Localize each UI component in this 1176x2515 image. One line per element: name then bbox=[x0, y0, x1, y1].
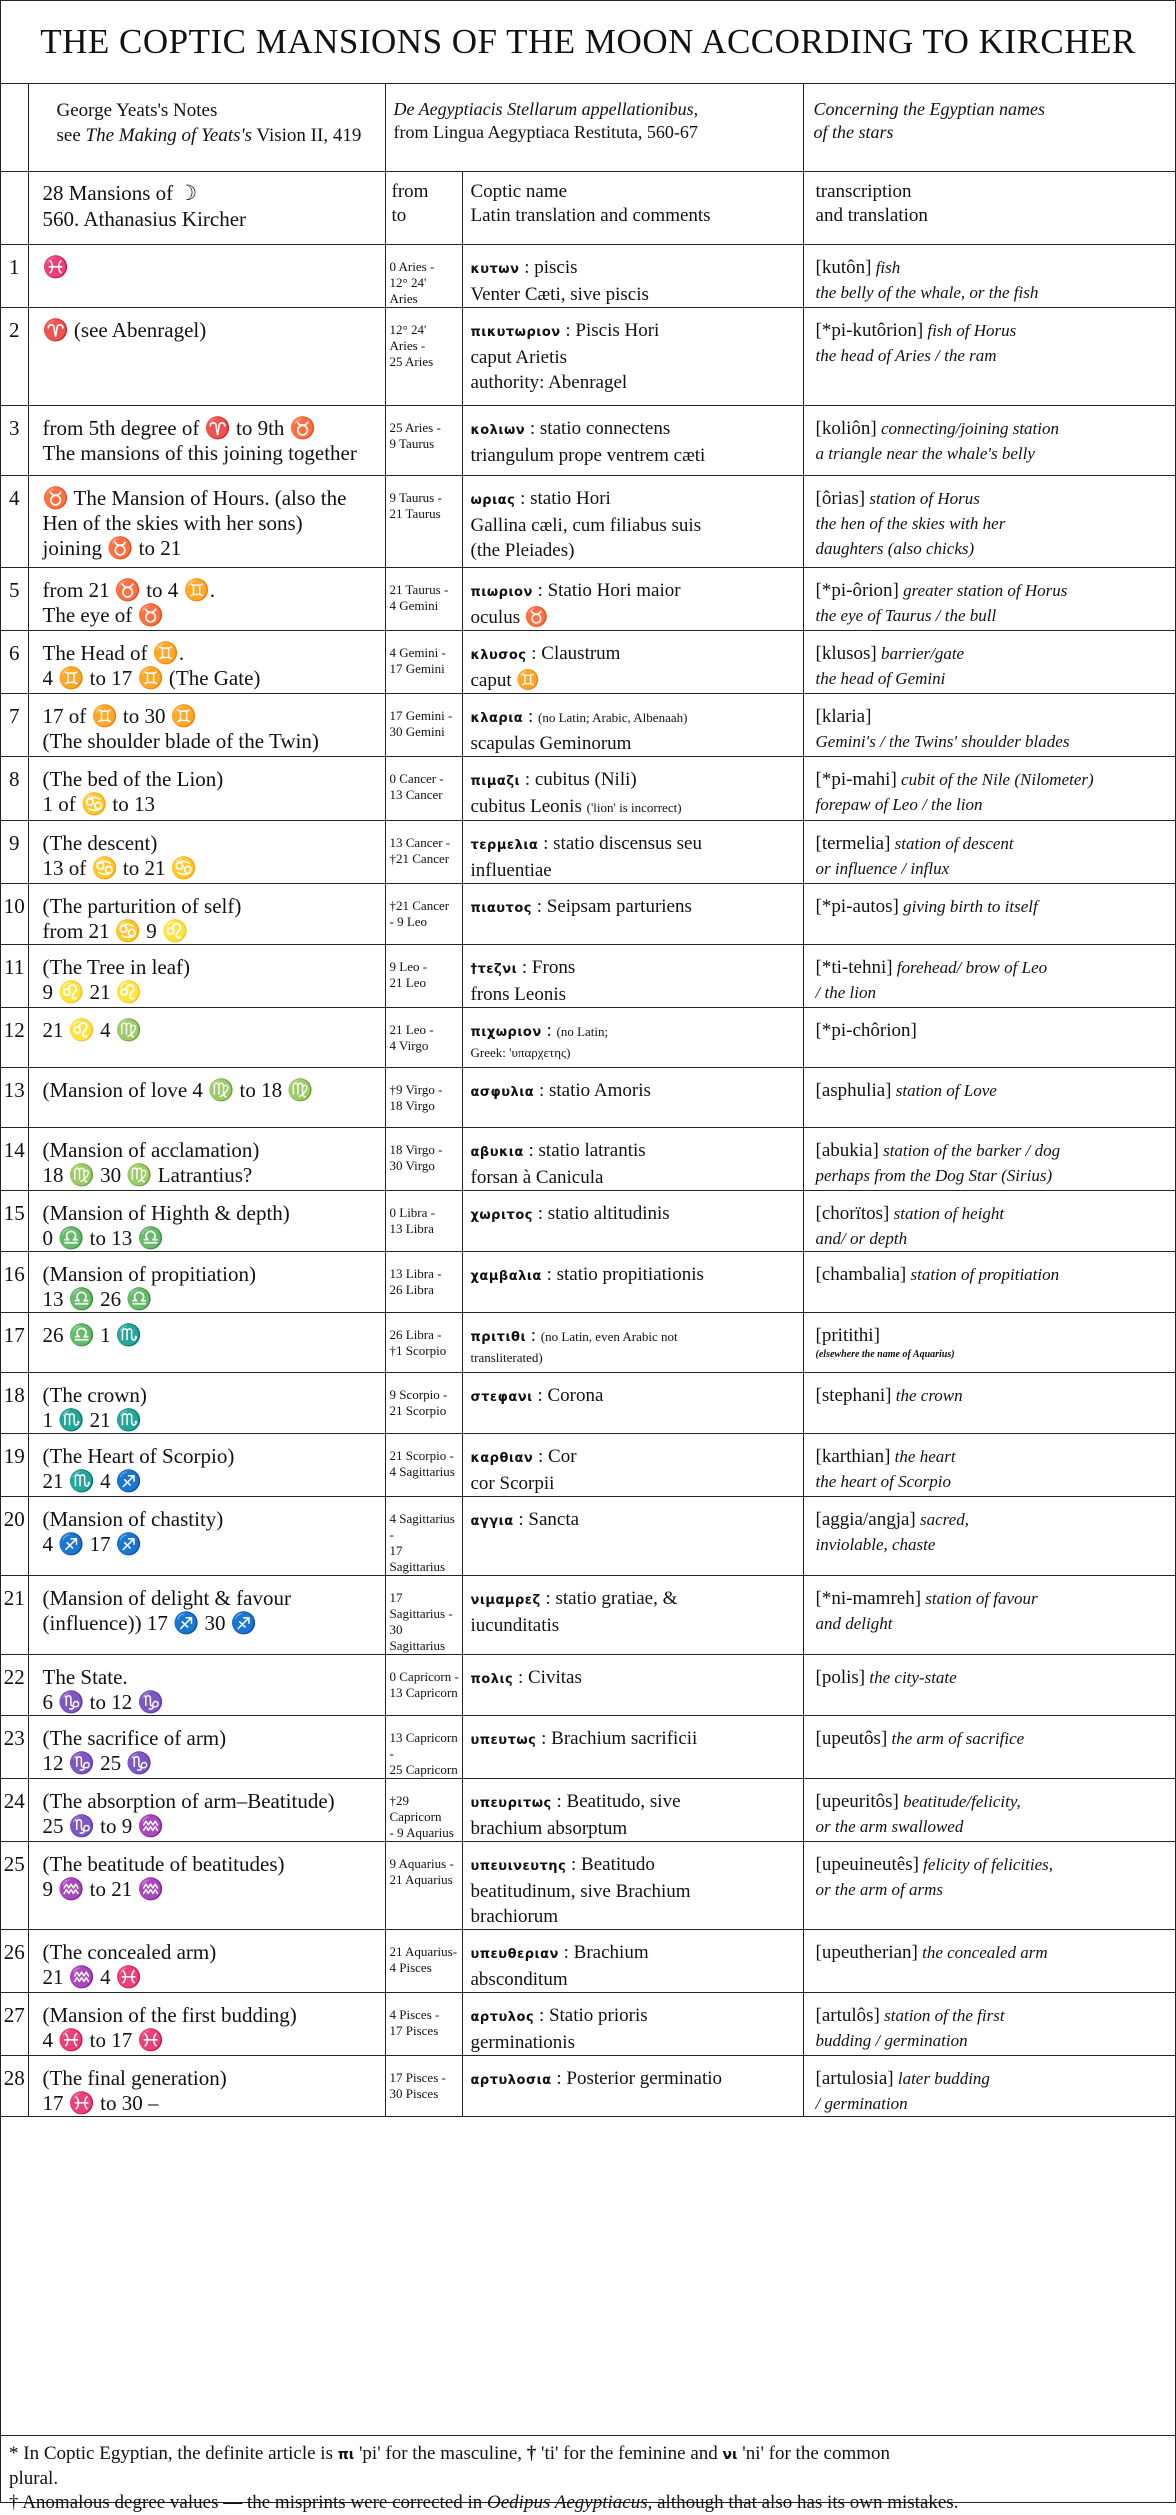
page-title: THE COPTIC MANSIONS OF THE MOON ACCORDING TO KIRCHER bbox=[1, 1, 1175, 84]
degree-range: 18 Virgo - 30 Virgo bbox=[385, 1127, 462, 1190]
mansion-row bbox=[1, 1841, 1175, 1929]
degree-range: 0 Aries - 12° 24' Aries bbox=[385, 244, 462, 307]
degree-range: 9 Aquarius - 21 Aquarius bbox=[385, 1841, 462, 1929]
header-yeats-notes: George Yeats's Notes see The Making of Yeats's Vision II, 419 bbox=[28, 84, 385, 171]
footnote-definite-article: * In Coptic Egyptian, the definite article is πι 'pi' for the masculine, † 'ti' for the feminine and νι 'ni' for the common bbox=[9, 2443, 890, 2464]
transcription-translation: [upeuritôs] beatitude/felicity, or the arm swallowed bbox=[803, 1778, 1175, 1841]
transcription-translation: [upeutôs] the arm of sacrifice bbox=[803, 1715, 1175, 1778]
mansion-number: 23 bbox=[1, 1715, 28, 1778]
coptic-latin: κλυσος : Claustrum caput ♊ bbox=[462, 630, 803, 693]
coptic-latin: χαμβαλια : statio propitiationis bbox=[462, 1251, 803, 1312]
yeats-note: 17 of ♊ to 30 ♊ (The shoulder blade of the Twin) bbox=[28, 693, 385, 756]
yeats-note: (The sacrifice of arm) 12 ♑ 25 ♑ bbox=[28, 1715, 385, 1778]
mansion-number: 20 bbox=[1, 1496, 28, 1575]
yeats-note: (The Tree in leaf) 9 ♌ 21 ♌ bbox=[28, 944, 385, 1007]
mansion-row bbox=[1, 1190, 1175, 1251]
mansion-number: 1 bbox=[1, 244, 28, 307]
mansion-row bbox=[1, 1575, 1175, 1654]
mansion-number: 3 bbox=[1, 405, 28, 475]
transcription-translation: [ôrias] station of Horus the hen of the skies with her daughters (also chicks) bbox=[803, 475, 1175, 567]
degree-range: 4 Pisces - 17 Pisces bbox=[385, 1992, 462, 2055]
coptic-latin: πολις : Civitas bbox=[462, 1654, 803, 1715]
yeats-note: (The final generation) 17 ♓ to 30 – bbox=[28, 2055, 385, 2116]
degree-range: 21 Taurus - 4 Gemini bbox=[385, 567, 462, 630]
coptic-latin: ωριας : statio Hori Gallina cæli, cum filiabus suis (the Pleiades) bbox=[462, 475, 803, 567]
transcription-translation: [chambalia] station of propitiation bbox=[803, 1251, 1175, 1312]
coptic-latin: ασφυλια : statio Amoris bbox=[462, 1067, 803, 1127]
coptic-latin: πιωριον : Statio Hori maior oculus ♉ bbox=[462, 567, 803, 630]
mansion-row bbox=[1, 630, 1175, 693]
yeats-note: (Mansion of Highth & depth) 0 ♎ to 13 ♎ bbox=[28, 1190, 385, 1251]
mansion-number: 7 bbox=[1, 693, 28, 756]
mansion-number: 25 bbox=[1, 1841, 28, 1929]
coptic-latin: στεφανι : Corona bbox=[462, 1372, 803, 1433]
subheader-from-to: from to bbox=[385, 171, 462, 244]
yeats-note: (Mansion of propitiation) 13 ♎ 26 ♎ bbox=[28, 1251, 385, 1312]
mansion-number: 17 bbox=[1, 1312, 28, 1372]
transcription-translation: [kutôn] fish the belly of the whale, or the fish bbox=[803, 244, 1175, 307]
yeats-note: (The descent) 13 of ♋ to 21 ♋ bbox=[28, 820, 385, 883]
subheader-mansions: 28 Mansions of ☽ 560. Athanasius Kircher bbox=[28, 171, 385, 244]
mansion-row bbox=[1, 1496, 1175, 1575]
mansion-row bbox=[1, 1372, 1175, 1433]
footnote-anomalous-degrees: † Anomalous degree values — the misprints were corrected in Oedipus Aegyptiacus, although that also has its own mistakes. bbox=[9, 2492, 959, 2513]
transcription-translation: [klusos] barrier/gate the head of Gemini bbox=[803, 630, 1175, 693]
mansion-number: 24 bbox=[1, 1778, 28, 1841]
yeats-note: (Mansion of acclamation) 18 ♍ 30 ♍ Latrantius? bbox=[28, 1127, 385, 1190]
mansion-number: 19 bbox=[1, 1433, 28, 1496]
mansion-row bbox=[1, 2055, 1175, 2116]
mansion-row bbox=[1, 1715, 1175, 1778]
degree-range: 21 Aquarius- 4 Pisces bbox=[385, 1929, 462, 1992]
header-kircher-source: De Aegyptiacis Stellarum appellationibus, from Lingua Aegyptiaca Restituta, 560-67 bbox=[385, 84, 803, 171]
coptic-latin: καρθιαν : Cor cor Scorpii bbox=[462, 1433, 803, 1496]
transcription-translation: [*ni-mamreh] station of favour and delight bbox=[803, 1575, 1175, 1654]
degree-range: 4 Gemini - 17 Gemini bbox=[385, 630, 462, 693]
transcription-translation: [abukia] station of the barker / dog perhaps from the Dog Star (Sirius) bbox=[803, 1127, 1175, 1190]
coptic-latin: τερμελια : statio discensus seu influentiae bbox=[462, 820, 803, 883]
mansion-row bbox=[1, 944, 1175, 1007]
degree-range: 13 Capricorn - 25 Capricorn bbox=[385, 1715, 462, 1778]
mansion-number: 5 bbox=[1, 567, 28, 630]
mansion-row bbox=[1, 567, 1175, 630]
yeats-note: (The bed of the Lion) 1 of ♋ to 13 bbox=[28, 756, 385, 820]
degree-range: 17 Pisces - 30 Pisces bbox=[385, 2055, 462, 2116]
mansion-number: 16 bbox=[1, 1251, 28, 1312]
mansion-row bbox=[1, 756, 1175, 820]
yeats-note: (The absorption of arm–Beatitude) 25 ♑ to 9 ♒ bbox=[28, 1778, 385, 1841]
coptic-latin: υπευινευτης : Beatitudo beatitudinum, sive Brachium brachiorum bbox=[462, 1841, 803, 1929]
transcription-translation: [karthian] the heart the heart of Scorpio bbox=[803, 1433, 1175, 1496]
degree-range: 13 Cancer - †21 Cancer bbox=[385, 820, 462, 883]
degree-range: 4 Sagittarius - 17 Sagittarius bbox=[385, 1496, 462, 1575]
transcription-translation: [polis] the city-state bbox=[803, 1654, 1175, 1715]
yeats-note: (The beatitude of beatitudes) 9 ♒ to 21 ♒ bbox=[28, 1841, 385, 1929]
mansion-row bbox=[1, 475, 1175, 567]
coptic-latin: υπευθεριαν : Brachium absconditum bbox=[462, 1929, 803, 1992]
mansion-row bbox=[1, 1007, 1175, 1067]
mansion-number: 13 bbox=[1, 1067, 28, 1127]
yeats-note: (Mansion of chastity) 4 ♐ 17 ♐ bbox=[28, 1496, 385, 1575]
transcription-translation: [*pi-mahi] cubit of the Nile (Nilometer) forepaw of Leo / the lion bbox=[803, 756, 1175, 820]
yeats-note: (Mansion of the first budding) 4 ♓ to 17 ♓ bbox=[28, 1992, 385, 2055]
degree-range: 9 Leo - 21 Leo bbox=[385, 944, 462, 1007]
mansion-number: 22 bbox=[1, 1654, 28, 1715]
coptic-latin: υπευριτως : Beatitudo, sive brachium absorptum bbox=[462, 1778, 803, 1841]
degree-range: 25 Aries - 9 Taurus bbox=[385, 405, 462, 475]
footnotes: * In Coptic Egyptian, the definite article is πι 'pi' for the masculine, † 'ti' for the feminine and νι 'ni' for the common plural. † Anomalous degree values — the misprints were corrected in Oedipus Aegyptiacus, although that also has its own mistakes. bbox=[1, 2435, 1175, 2504]
subheader-coptic-name: Coptic name Latin translation and comments bbox=[462, 171, 803, 244]
mansion-number: 28 bbox=[1, 2055, 28, 2116]
mansion-row bbox=[1, 883, 1175, 944]
mansion-row bbox=[1, 244, 1175, 307]
coptic-latin: †τεζνι : Frons frons Leonis bbox=[462, 944, 803, 1007]
transcription-translation: [aggia/angja] sacred, inviolable, chaste bbox=[803, 1496, 1175, 1575]
mansion-row bbox=[1, 693, 1175, 756]
mansion-number: 10 bbox=[1, 883, 28, 944]
degree-range: 0 Cancer - 13 Cancer bbox=[385, 756, 462, 820]
yeats-note: (The concealed arm) 21 ♒ 4 ♓ bbox=[28, 1929, 385, 1992]
mansion-number: 8 bbox=[1, 756, 28, 820]
yeats-note: (The parturition of self) from 21 ♋ 9 ♌ bbox=[28, 883, 385, 944]
yeats-note: The Head of ♊. 4 ♊ to 17 ♊ (The Gate) bbox=[28, 630, 385, 693]
mansion-row bbox=[1, 1251, 1175, 1312]
header-row bbox=[1, 84, 1175, 171]
degree-range: 0 Libra - 13 Libra bbox=[385, 1190, 462, 1251]
mansion-row bbox=[1, 820, 1175, 883]
degree-range: 17 Sagittarius - 30 Sagittarius bbox=[385, 1575, 462, 1654]
transcription-translation: [artulosia] later budding / germination bbox=[803, 2055, 1175, 2116]
subheader-transcription: transcription and translation bbox=[803, 171, 1175, 244]
yeats-note: (The crown) 1 ♏ 21 ♏ bbox=[28, 1372, 385, 1433]
transcription-translation: [*ti-tehni] forehead/ brow of Leo / the lion bbox=[803, 944, 1175, 1007]
coptic-latin: αρτυλος : Statio prioris germinationis bbox=[462, 1992, 803, 2055]
mansion-row bbox=[1, 1929, 1175, 1992]
degree-range: †21 Cancer - 9 Leo bbox=[385, 883, 462, 944]
mansion-number: 2 bbox=[1, 307, 28, 405]
transcription-translation: [pritithi] (elsewhere the name of Aquarius) bbox=[803, 1312, 1175, 1372]
degree-range: 9 Scorpio - 21 Scorpio bbox=[385, 1372, 462, 1433]
transcription-translation: [upeutherian] the concealed arm bbox=[803, 1929, 1175, 1992]
mansion-number: 12 bbox=[1, 1007, 28, 1067]
transcription-translation: [koliôn] connecting/joining station a triangle near the whale's belly bbox=[803, 405, 1175, 475]
coptic-latin: κυτων : piscis Venter Cæti, sive piscis bbox=[462, 244, 803, 307]
coptic-latin: κολιων : statio connectens triangulum prope ventrem cæti bbox=[462, 405, 803, 475]
degree-range: 17 Gemini - 30 Gemini bbox=[385, 693, 462, 756]
yeats-note: ♓ bbox=[28, 244, 385, 307]
mansion-number: 11 bbox=[1, 944, 28, 1007]
mansion-row bbox=[1, 1778, 1175, 1841]
degree-range: †9 Virgo - 18 Virgo bbox=[385, 1067, 462, 1127]
mansion-number: 14 bbox=[1, 1127, 28, 1190]
coptic-latin: πικυτωριον : Piscis Hori caput Arietis authority: Abenragel bbox=[462, 307, 803, 405]
yeats-note: (Mansion of delight & favour (influence)) 17 ♐ 30 ♐ bbox=[28, 1575, 385, 1654]
mansion-number: 26 bbox=[1, 1929, 28, 1992]
degree-range: 21 Scorpio - 4 Sagittarius bbox=[385, 1433, 462, 1496]
yeats-note: ♈ (see Abenragel) bbox=[28, 307, 385, 405]
transcription-translation: [chorïtos] station of height and/ or depth bbox=[803, 1190, 1175, 1251]
degree-range: 21 Leo - 4 Virgo bbox=[385, 1007, 462, 1067]
transcription-translation: [*pi-chôrion] bbox=[803, 1007, 1175, 1067]
transcription-translation: [asphulia] station of Love bbox=[803, 1067, 1175, 1127]
mansion-row bbox=[1, 307, 1175, 405]
coptic-latin: πιαυτος : Seipsam parturiens bbox=[462, 883, 803, 944]
transcription-translation: [klaria] Gemini's / the Twins' shoulder blades bbox=[803, 693, 1175, 756]
mansion-row bbox=[1, 1433, 1175, 1496]
transcription-translation: [termelia] station of descent or influence / influx bbox=[803, 820, 1175, 883]
transcription-translation: [upeuineutês] felicity of felicities, or the arm of arms bbox=[803, 1841, 1175, 1929]
mansion-number: 18 bbox=[1, 1372, 28, 1433]
coptic-latin: αγγια : Sancta bbox=[462, 1496, 803, 1575]
coptic-latin: χωριτος : statio altitudinis bbox=[462, 1190, 803, 1251]
mansion-row bbox=[1, 1992, 1175, 2055]
degree-range: 26 Libra - †1 Scorpio bbox=[385, 1312, 462, 1372]
coptic-latin: υπευτως : Brachium sacrificii bbox=[462, 1715, 803, 1778]
coptic-latin: κλαρια : (no Latin; Arabic, Albenaah) scapulas Geminorum bbox=[462, 693, 803, 756]
mansion-number: 27 bbox=[1, 1992, 28, 2055]
transcription-translation: [*pi-ôrion] greater station of Horus the eye of Taurus / the bull bbox=[803, 567, 1175, 630]
mansion-number: 21 bbox=[1, 1575, 28, 1654]
yeats-note: ♉ The Mansion of Hours. (also the Hen of the skies with her sons) joining ♉ to 21 bbox=[28, 475, 385, 567]
mansion-row bbox=[1, 1067, 1175, 1127]
subheader-row bbox=[1, 171, 1175, 244]
yeats-note: from 21 ♉ to 4 ♊. The eye of ♉ bbox=[28, 567, 385, 630]
yeats-note: 21 ♌ 4 ♍ bbox=[28, 1007, 385, 1067]
mansion-number: 6 bbox=[1, 630, 28, 693]
transcription-translation: [*pi-kutôrion] fish of Horus the head of Aries / the ram bbox=[803, 307, 1175, 405]
coptic-latin: πιχωριον : (no Latin; Greek: 'υπαρχετης) bbox=[462, 1007, 803, 1067]
degree-range: †29 Capricorn - 9 Aquarius bbox=[385, 1778, 462, 1841]
yeats-note: (Mansion of love 4 ♍ to 18 ♍ bbox=[28, 1067, 385, 1127]
yeats-note: (The Heart of Scorpio) 21 ♏ 4 ♐ bbox=[28, 1433, 385, 1496]
mansion-row bbox=[1, 1312, 1175, 1372]
yeats-note: The State. 6 ♑ to 12 ♑ bbox=[28, 1654, 385, 1715]
yeats-note: 26 ♎ 1 ♏ bbox=[28, 1312, 385, 1372]
mansion-row bbox=[1, 1654, 1175, 1715]
coptic-latin: πριτιθι : (no Latin, even Arabic not transliterated) bbox=[462, 1312, 803, 1372]
yeats-note: from 5th degree of ♈ to 9th ♉ The mansions of this joining together bbox=[28, 405, 385, 475]
degree-range: 0 Capricorn - 13 Capricorn bbox=[385, 1654, 462, 1715]
degree-range: 13 Libra - 26 Libra bbox=[385, 1251, 462, 1312]
degree-range: 12° 24' Aries - 25 Aries bbox=[385, 307, 462, 405]
mansion-number: 4 bbox=[1, 475, 28, 567]
mansions-table bbox=[1, 84, 1175, 2117]
transcription-translation: [stephani] the crown bbox=[803, 1372, 1175, 1433]
coptic-latin: πιμαζι : cubitus (Nili) cubitus Leonis ('lion' is incorrect) bbox=[462, 756, 803, 820]
transcription-translation: [artulôs] station of the first budding / germination bbox=[803, 1992, 1175, 2055]
mansion-number: 15 bbox=[1, 1190, 28, 1251]
mansion-row bbox=[1, 405, 1175, 475]
degree-range: 9 Taurus - 21 Taurus bbox=[385, 475, 462, 567]
mansion-row bbox=[1, 1127, 1175, 1190]
mansion-number: 9 bbox=[1, 820, 28, 883]
header-egyptian-names: Concerning the Egyptian names of the stars bbox=[803, 84, 1175, 171]
coptic-latin: αρτυλοσια : Posterior germinatio bbox=[462, 2055, 803, 2116]
transcription-translation: [*pi-autos] giving birth to itself bbox=[803, 883, 1175, 944]
coptic-latin: νιμαμρεζ : statio gratiae, & iucunditatis bbox=[462, 1575, 803, 1654]
coptic-latin: αβυκια : statio latrantis forsan à Canicula bbox=[462, 1127, 803, 1190]
